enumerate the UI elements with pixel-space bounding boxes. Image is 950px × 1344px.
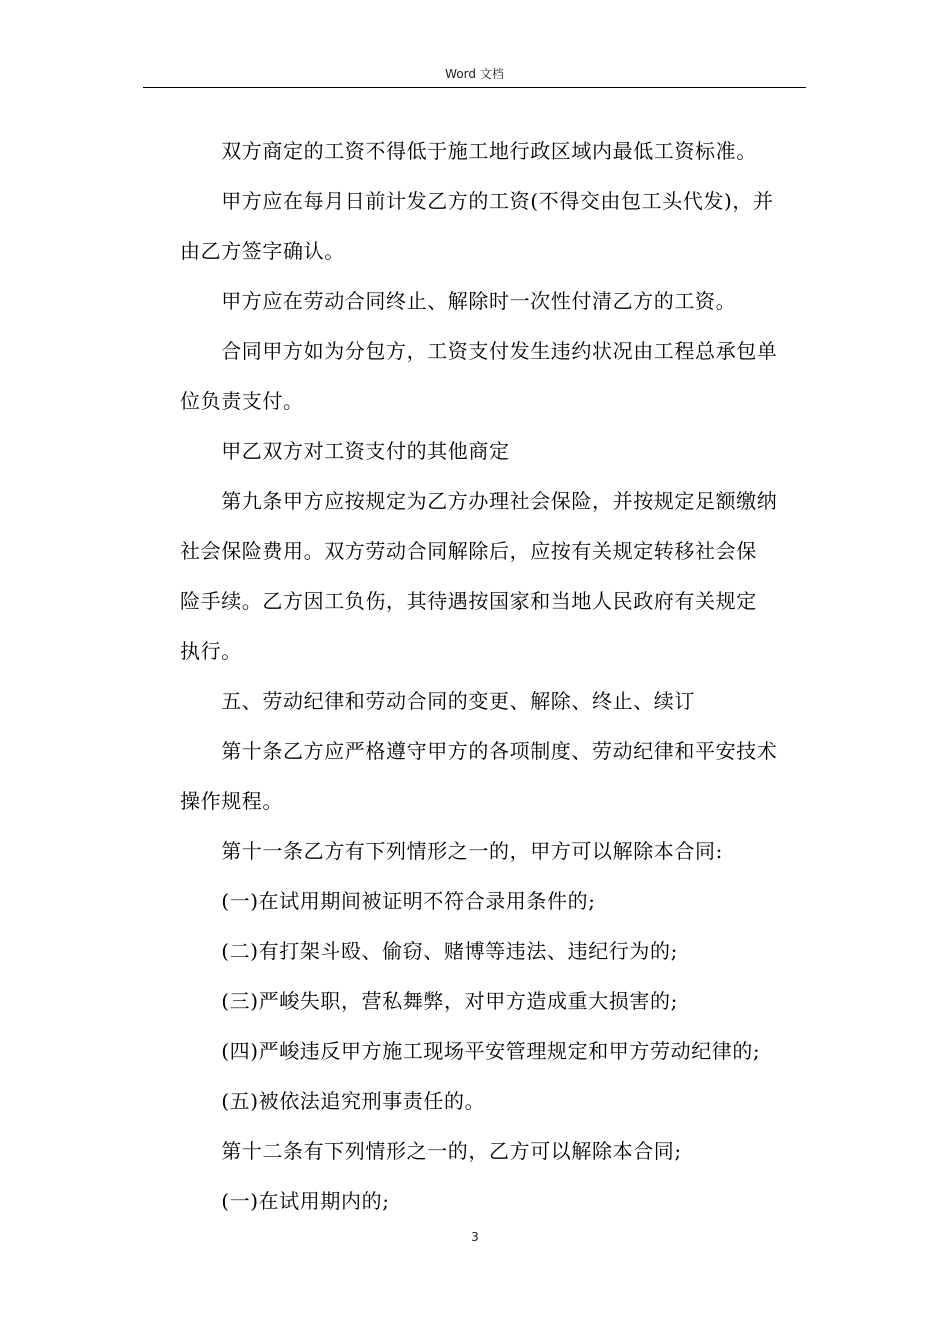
text-line: 第十一条乙方有下列情形之一的，甲方可以解除本合同: [180, 839, 723, 863]
text-line: 险手续。乙方因工负伤，其待遇按国家和当地人民政府有关规定 [180, 589, 757, 613]
text-line: (二)有打架斗殴、偷窃、赌博等违法、违纪行为的; [180, 939, 678, 963]
text-line: 甲乙双方对工资支付的其他商定 [180, 439, 510, 463]
text-line: 第九条甲方应按规定为乙方办理社会保险，并按规定足额缴纳 [180, 489, 778, 513]
text-line: 甲方应在每月日前计发乙方的工资(不得交由包工头代发)，并 [180, 189, 774, 213]
page-header [143, 62, 806, 90]
text-line: (一)在试用期间被证明不符合录用条件的; [180, 889, 596, 913]
text-line: 甲方应在劳动合同终止、解除时一次性付清乙方的工资。 [180, 289, 737, 313]
text-line: 合同甲方如为分包方，工资支付发生违约状况由工程总承包单 [180, 339, 778, 363]
text-line: 执行。 [180, 639, 242, 663]
text-line: (一)在试用期内的; [180, 1189, 390, 1213]
page-number: 3 [471, 1230, 479, 1244]
text-line: (三)严峻失职，营私舞弊，对甲方造成重大损害的; [180, 989, 678, 1013]
text-line: 双方商定的工资不得低于施工地行政区域内最低工资标准。 [180, 139, 757, 163]
header-divider [143, 87, 806, 88]
text-line: 由乙方签字确认。 [180, 239, 345, 263]
document-body [180, 126, 805, 1226]
text-line: 第十二条有下列情形之一的，乙方可以解除本合同; [180, 1139, 682, 1163]
text-line: 社会保险费用。双方劳动合同解除后，应按有关规定转移社会保 [180, 539, 757, 563]
text-line: 五、劳动纪律和劳动合同的变更、解除、终止、续订 [180, 689, 695, 713]
text-line: (五)被依法追究刑事责任的。 [180, 1089, 486, 1113]
text-line: (四)严峻违反甲方施工现场平安管理规定和甲方劳动纪律的; [180, 1039, 761, 1063]
header-title: Word 文档 [445, 67, 504, 81]
text-line: 第十条乙方应严格遵守甲方的各项制度、劳动纪律和平安技术 [180, 739, 778, 763]
text-line: 操作规程。 [180, 789, 283, 813]
text-line: 位负责支付。 [180, 389, 304, 413]
